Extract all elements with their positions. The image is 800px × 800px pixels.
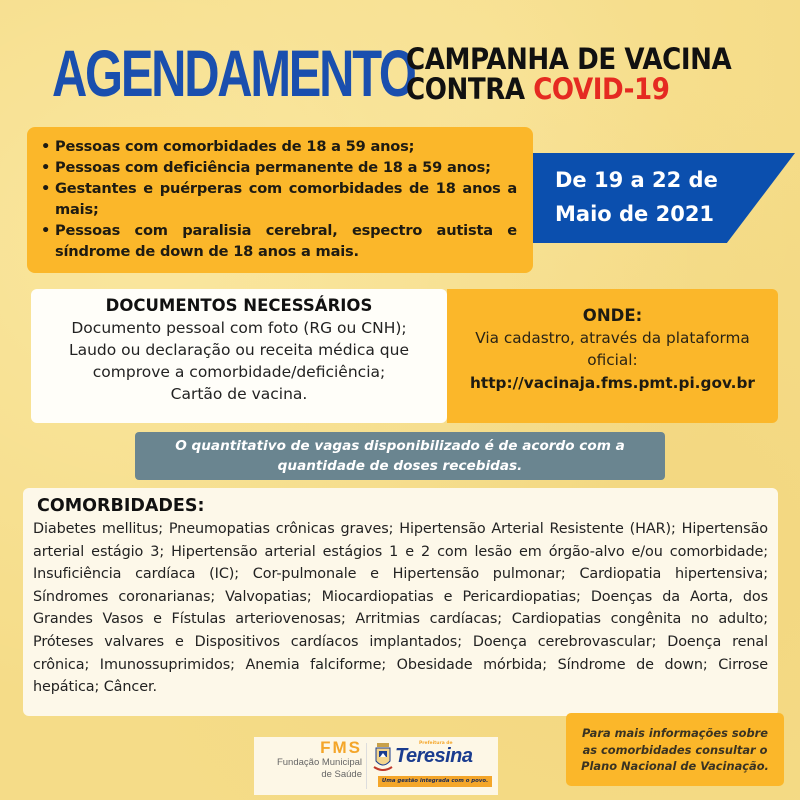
document-line: Laudo ou declaração ou receita médica que bbox=[68, 341, 410, 359]
where-box bbox=[447, 289, 778, 423]
where-text-1: Via cadastro, através da plataforma bbox=[475, 329, 750, 347]
target-groups-box bbox=[27, 127, 533, 273]
logo-divider bbox=[366, 743, 367, 789]
list-item: • Pessoas com paralisia cerebral, espectro autista e síndrome de down de 18 anos a mais. bbox=[41, 220, 517, 262]
registration-url-link[interactable]: http://vacinaja.fms.pmt.pi.gov.br bbox=[470, 374, 755, 392]
notice-line-1: O quantitativo de vagas disponibilizado é de acordo com a bbox=[175, 438, 625, 454]
date-range bbox=[555, 163, 718, 231]
fms-logo-subtitle-1: Fundação Municipal bbox=[276, 757, 362, 768]
subtitle-prefix: CONTRA bbox=[406, 72, 534, 106]
list-item: • Pessoas com deficiência permanente de 18 a 59 anos; bbox=[41, 157, 517, 178]
documents-title: DOCUMENTOS NECESSÁRIOS bbox=[105, 296, 373, 315]
main-title: AGENDAMENTO bbox=[52, 36, 415, 110]
comorbidities-text: Diabetes mellitus; Pneumopatias crônicas graves; Hipertensão Arterial Resistente (HAR); Hipertensão arterial estágio 3; Hipertensão arterial estágios 1 e 2 com lesão em órgão-alvo e/ou comorbidade; Insuficiência cardíaca (IC); Cor-pulmonale e Hipertensão pulmonar; Cardiopatia hipertensiva; Síndromes coronarianas; Valvopatias; Miocardiopatias e Pericardiopatias; Doenças da Aorta, dos Grandes Vasos e Fístulas arteriovenosas; Arritmias cardíacas; Cardiopatias congênita no adulto; Próteses valvares e Dispositivos cardíacos implantados; Doença cerebrovascular; Doença renal crônica; Imunossuprimidos; Anemia falciforme; Obesidade mórbida; Síndrome de down; Cirrose hepática; Câncer. bbox=[33, 521, 768, 696]
where-title: ONDE: bbox=[582, 306, 643, 325]
notice-line-2: quantidade de doses recebidas. bbox=[277, 458, 523, 474]
covid-highlight: COVID-19 bbox=[533, 72, 670, 106]
teresina-prefix: Prefeitura de bbox=[419, 741, 453, 746]
note-line-1: Para mais informações sobre bbox=[582, 726, 768, 740]
fms-logo-title: FMS bbox=[320, 738, 362, 757]
list-item: • Pessoas com comorbidades de 18 a 59 anos; bbox=[41, 136, 517, 157]
subtitle-line-2 bbox=[406, 74, 731, 104]
note-line-3: Plano Nacional de Vacinação. bbox=[581, 759, 769, 773]
document-line: Cartão de vacina. bbox=[170, 385, 308, 403]
subtitle-line-1: CAMPANHA DE VACINA bbox=[406, 42, 732, 76]
logos-footer bbox=[254, 737, 498, 795]
required-documents-box bbox=[31, 289, 447, 423]
document-line: Documento pessoal com foto (RG ou CNH); bbox=[71, 319, 407, 337]
where-text-2: oficial: bbox=[587, 351, 638, 369]
comorbidities-title: COMORBIDADES: bbox=[37, 496, 205, 516]
list-item: • Gestantes e puérperas com comorbidades de 18 anos a mais; bbox=[41, 178, 517, 220]
vacancy-notice bbox=[135, 432, 665, 480]
target-groups-list bbox=[41, 136, 517, 262]
fms-logo bbox=[262, 739, 362, 780]
document-line: comprove a comorbidade/deficiência; bbox=[92, 363, 386, 381]
campaign-subtitle bbox=[406, 44, 731, 104]
teresina-slogan: Uma gestão integrada com o povo. bbox=[378, 776, 492, 787]
teresina-logo-name: Teresina bbox=[395, 745, 473, 767]
more-info-note bbox=[566, 713, 784, 786]
comorbidities-box bbox=[23, 488, 778, 716]
date-line-1: De 19 a 22 de bbox=[555, 168, 718, 192]
date-line-2: Maio de 2021 bbox=[555, 202, 715, 226]
city-crest-icon bbox=[373, 743, 393, 773]
note-line-2: as comorbidades consultar o bbox=[582, 742, 768, 757]
fms-logo-subtitle-2: de Saúde bbox=[321, 768, 362, 780]
